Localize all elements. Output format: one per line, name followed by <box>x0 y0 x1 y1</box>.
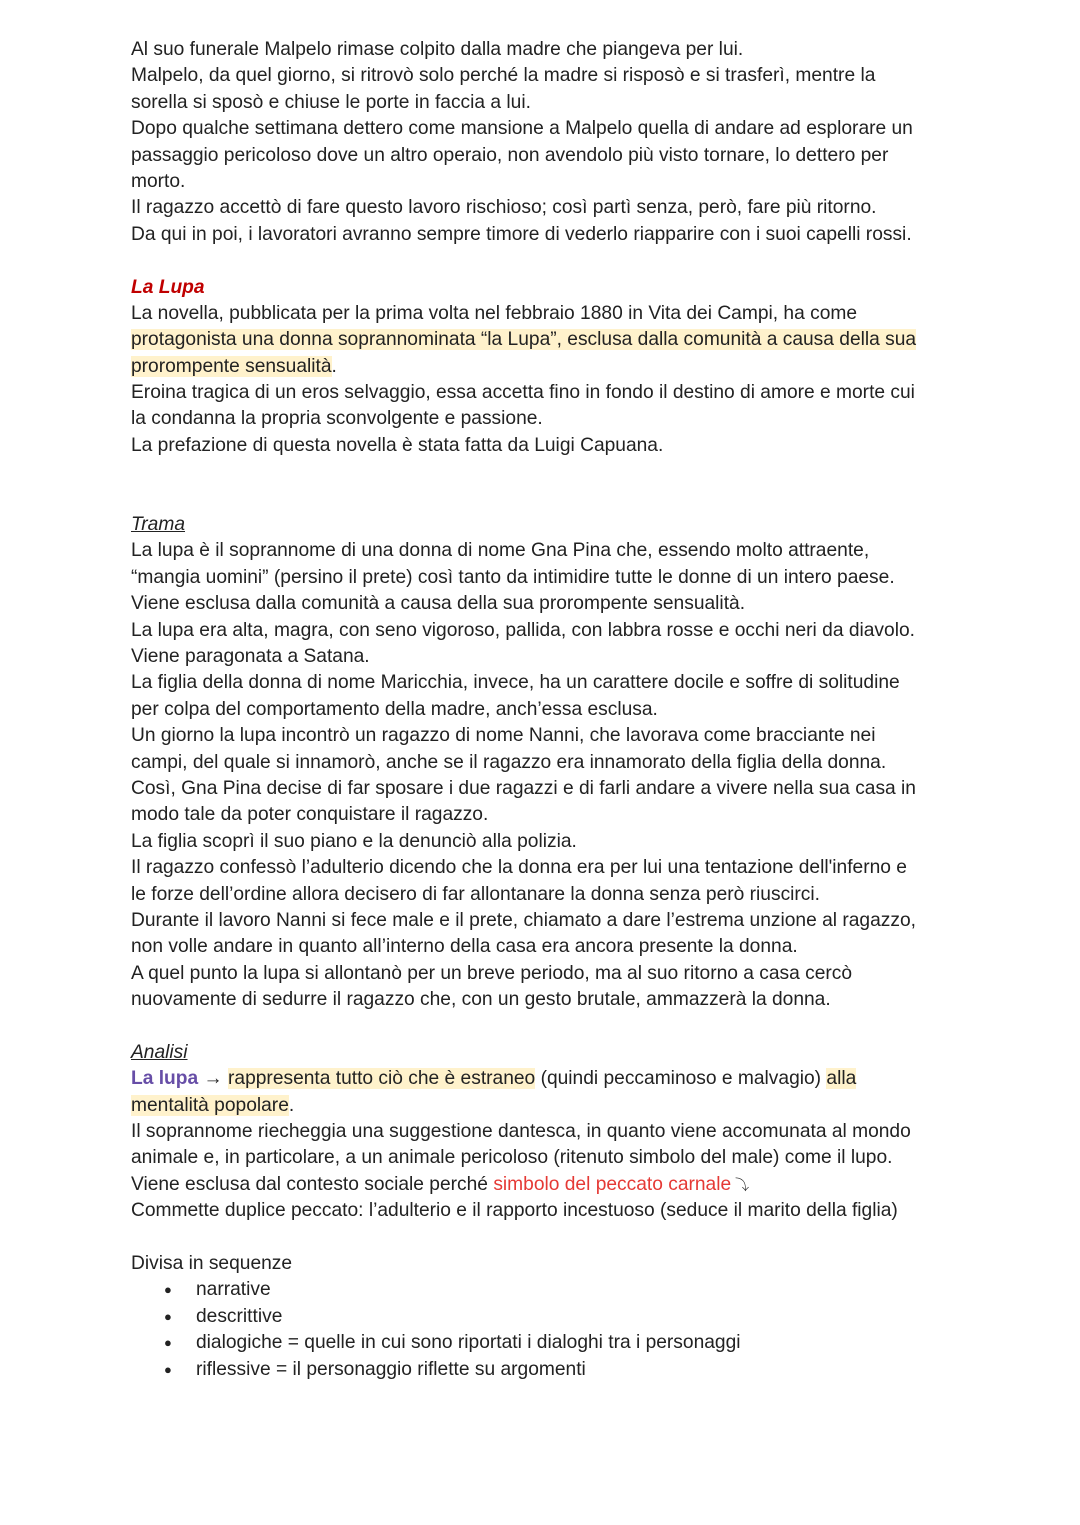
section-title-trama: Trama <box>131 514 186 536</box>
text-line: passaggio pericoloso dove un altro operaio, non avendolo più visto tornare, lo dettero per <box>131 144 889 166</box>
text-line: Da qui in poi, i lavoratori avranno sempre timore di vederlo riapparire con i suoi capelli rossi. <box>131 223 912 245</box>
text-line: per colpa del comportamento della madre, anch’essa esclusa. <box>131 698 658 720</box>
list-item: ● riflessive = il personaggio riflette su argomenti <box>131 1357 961 1383</box>
text-line: sorella si sposò e chiuse le porte in faccia a lui. <box>131 91 531 113</box>
text-line: Il ragazzo accettò di fare questo lavoro rischioso; così partì senza, però, fare più ritorno. <box>131 197 877 219</box>
right-arrow-icon: → <box>198 1068 229 1090</box>
text-line: la condanna la propria sconvolgente e passione. <box>131 408 543 430</box>
sequenze-section <box>131 1251 961 1383</box>
text-fragment: (quindi peccaminoso e malvagio) <box>535 1068 827 1090</box>
text-line: Dopo qualche settimana dettero come mansione a Malpelo quella di andare ad esplorare un <box>131 118 913 140</box>
text-line: Commette duplice peccato: l’adulterio e il rapporto incestuoso (seduce il marito della figlia) <box>131 1200 898 1222</box>
text-line: La figlia della donna di nome Maricchia, invece, ha un carattere docile e soffre di solitudine <box>131 672 900 694</box>
text-line: La lupa era alta, magra, con seno vigoroso, pallida, con labbra rosse e occhi neri da diavolo. <box>131 619 915 641</box>
section-title-la-lupa: La Lupa <box>131 276 205 298</box>
highlighted-text: alla <box>826 1068 857 1090</box>
text-line: Così, Gna Pina decise di far sposare i due ragazzi e di farli andare a vivere nella sua casa in <box>131 777 916 799</box>
text-line: La prefazione di questa novella è stata fatta da Luigi Capuana. <box>131 434 664 456</box>
sequenze-heading: Divisa in sequenze <box>131 1252 293 1274</box>
highlighted-text: mentalità popolare <box>131 1094 289 1116</box>
text-line: La lupa è il soprannome di una donna di nome Gna Pina che, essendo molto attraente, <box>131 540 870 562</box>
lupa-section <box>131 275 961 460</box>
text-fragment: . <box>288 1094 295 1116</box>
text-line: Al suo funerale Malpelo rimase colpito dalla madre che piangeva per lui. <box>131 39 744 60</box>
down-arrow-icon: ⤵ <box>731 1176 750 1193</box>
list-item: ● narrative <box>131 1277 961 1303</box>
text-line: Un giorno la lupa incontrò un ragazzo di nome Nanni, che lavorava come bracciante nei <box>131 725 876 747</box>
highlighted-text: prorompente sensualità <box>131 355 332 377</box>
text-line: campi, del quale si innamorò, anche se il ragazzo era innamorato della figlia della donna. <box>131 751 887 773</box>
text-fragment: Viene esclusa dal contesto sociale perché <box>131 1173 494 1195</box>
text-line: Il soprannome riecheggia una suggestione dantesca, in quanto viene accomunata al mondo <box>131 1121 911 1143</box>
red-text: simbolo del peccato carnale <box>493 1173 732 1195</box>
sequenze-list <box>131 1277 961 1383</box>
text-line: Viene esclusa dalla comunità a causa della sua prorompente sensualità. <box>131 593 746 615</box>
intro-paragraph <box>131 37 961 248</box>
text-line: Malpelo, da quel giorno, si ritrovò solo perché la madre si risposò e si trasferì, mentre la <box>131 65 876 87</box>
text-line: animale e, in particolare, a un animale pericoloso (ritenuto simbolo del male) come il lupo. <box>131 1147 893 1169</box>
text-line: “mangia uomini” (persino il prete) così tanto da intimidire tutte le donne di un intero paese. <box>131 566 895 588</box>
list-item: ● dialogiche = quelle in cui sono riportati i dialoghi tra i personaggi <box>131 1330 961 1356</box>
text-line: La figlia scoprì il suo piano e la denunciò alla polizia. <box>131 830 577 852</box>
text-line: Viene paragonata a Satana. <box>131 645 370 667</box>
keyword-la-lupa: La lupa <box>131 1068 199 1090</box>
text-fragment: . <box>331 355 337 377</box>
text-line: morto. <box>131 170 186 192</box>
text-line: A quel punto la lupa si allontanò per un breve periodo, ma al suo ritorno a casa cercò <box>131 962 853 984</box>
text-line: La novella, pubblicata per la prima volta nel febbraio 1880 in Vita dei Campi, ha come <box>131 302 858 324</box>
trama-section <box>131 512 961 1013</box>
list-item: ● descrittive <box>131 1304 961 1330</box>
text-line: modo tale da poter conquistare il ragazzo. <box>131 804 489 826</box>
text-line: Eroina tragica di un eros selvaggio, essa accetta fino in fondo il destino di amore e morte cui <box>131 382 915 404</box>
analisi-section <box>131 1040 961 1225</box>
section-title-analisi: Analisi <box>131 1041 188 1063</box>
highlighted-text: protagonista una donna soprannominata “la Lupa”, esclusa dalla comunità a causa della sua <box>131 329 917 351</box>
text-line: le forze dell’ordine allora decisero di far allontanare la donna senza però riuscirci. <box>131 883 820 905</box>
text-line: nuovamente di sedurre il ragazzo che, con un gesto brutale, ammazzerà la donna. <box>131 989 831 1011</box>
document-page <box>131 37 961 1383</box>
text-line: non volle andare in quanto all’interno della casa era ancora presente la donna. <box>131 936 798 958</box>
text-line: Durante il lavoro Nanni si fece male e il prete, chiamato a dare l’estrema unzione al ragazzo, <box>131 909 916 931</box>
text-line: Il ragazzo confessò l’adulterio dicendo che la donna era per lui una tentazione dell'inferno e <box>131 857 907 879</box>
highlighted-text: rappresenta tutto ciò che è estraneo <box>228 1068 536 1090</box>
